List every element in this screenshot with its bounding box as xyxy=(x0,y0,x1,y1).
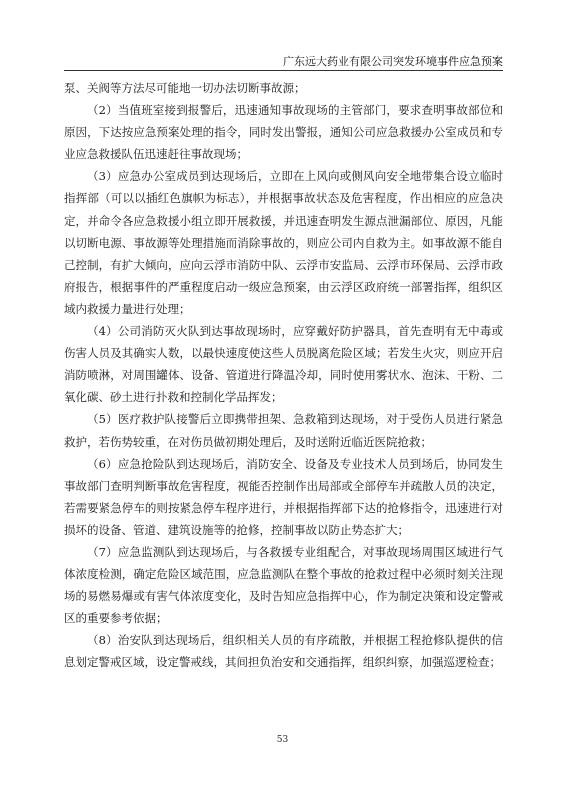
header-title: 广东远大药业有限公司突发环境事件应急预案 xyxy=(283,55,503,68)
paragraph-item-3: （3）应急办公室成员到达现场后，立即在上风向或侧风向安全地带集合设立临时指挥部（可以以插红色旗帜为标志），并根据事故状态及危害程度，作出相应的应急决定，并命令各应急救援小组立即开展救援，并迅速查明发生源点泄漏部位、原因，凡能以切断电源、事故源等处理措施而消除事故的，则应公司内自救为主。如事故源不能自己控制，有扩大倾向，应向云浮市消防中队、云浮市安监局、云浮市环保局、云浮市政府报告，根据事件的严重程度启动一级应急预案，由云浮区政府统一部署指挥，组织区域内救援力量进行处理； xyxy=(64,169,503,316)
page-number: 53 xyxy=(276,735,289,745)
paragraph-continuation: 泵、关阀等方法尽可能地一切办法切断事故源； xyxy=(64,81,306,95)
page-header xyxy=(64,50,503,71)
paragraph-item-5: （5）医疗救护队接警后立即携带担架、急救箱到达现场，对于受伤人员进行紧急救护，若伤势较重，在对伤员做初期处理后，及时送附近临近医院抢救； xyxy=(64,412,503,449)
document-body xyxy=(64,77,503,674)
paragraph-item-6: （6）应急抢险队到达现场后，消防安全、设备及专业技术人员到场后，协同发生事故部门查明判断事故危害程度，视能否控制作出局部或全部停车并疏散人员的决定，若需要紧急停车的则按紧急停车程序进行，并根据指挥部下达的抢修指令，迅速进行对损坏的设备、管道、建筑设施等的抢修，控制事故以防止势态扩大； xyxy=(64,456,503,537)
paragraph-item-2: （2）当值班室接到报警后，迅速通知事故现场的主管部门，要求查明事故部位和原因，下达按应急预案处理的指令，同时发出警报，通知公司应急救援办公室成员和专业应急救援队伍迅速赶往事故现场； xyxy=(64,103,503,162)
paragraph-item-8: （8）治安队到达现场后，组织相关人员的有序疏散，并根据工程抢修队提供的信息划定警戒区域，设定警戒线，其间担负治安和交通指挥，组织纠察，加强巡逻检查； xyxy=(64,633,503,670)
paragraph-item-7: （7）应急监测队到达现场后，与各救援专业组配合，对事故现场周围区域进行气体浓度检测，确定危险区域范围，应急监测队在整个事故的抢救过程中必须时刻关注现场的易燃易爆或有害气体浓度变化，及时告知应急指挥中心，作为制定决策和设定警戒区的重要参考依据； xyxy=(64,544,503,626)
paragraph-item-4: （4）公司消防灭火队到达事故现场时，应穿戴好防护器具，首先查明有无中毒或伤害人员及其确实人数，以最快速度使这些人员脱离危险区域；若发生火灾，则应开启消防喷淋，对周围罐体、设备、管道进行降温冷却，同时使用雾状水、泡沫、干粉、二氧化碳、砂土进行扑救和控制化学品挥发； xyxy=(64,324,503,405)
